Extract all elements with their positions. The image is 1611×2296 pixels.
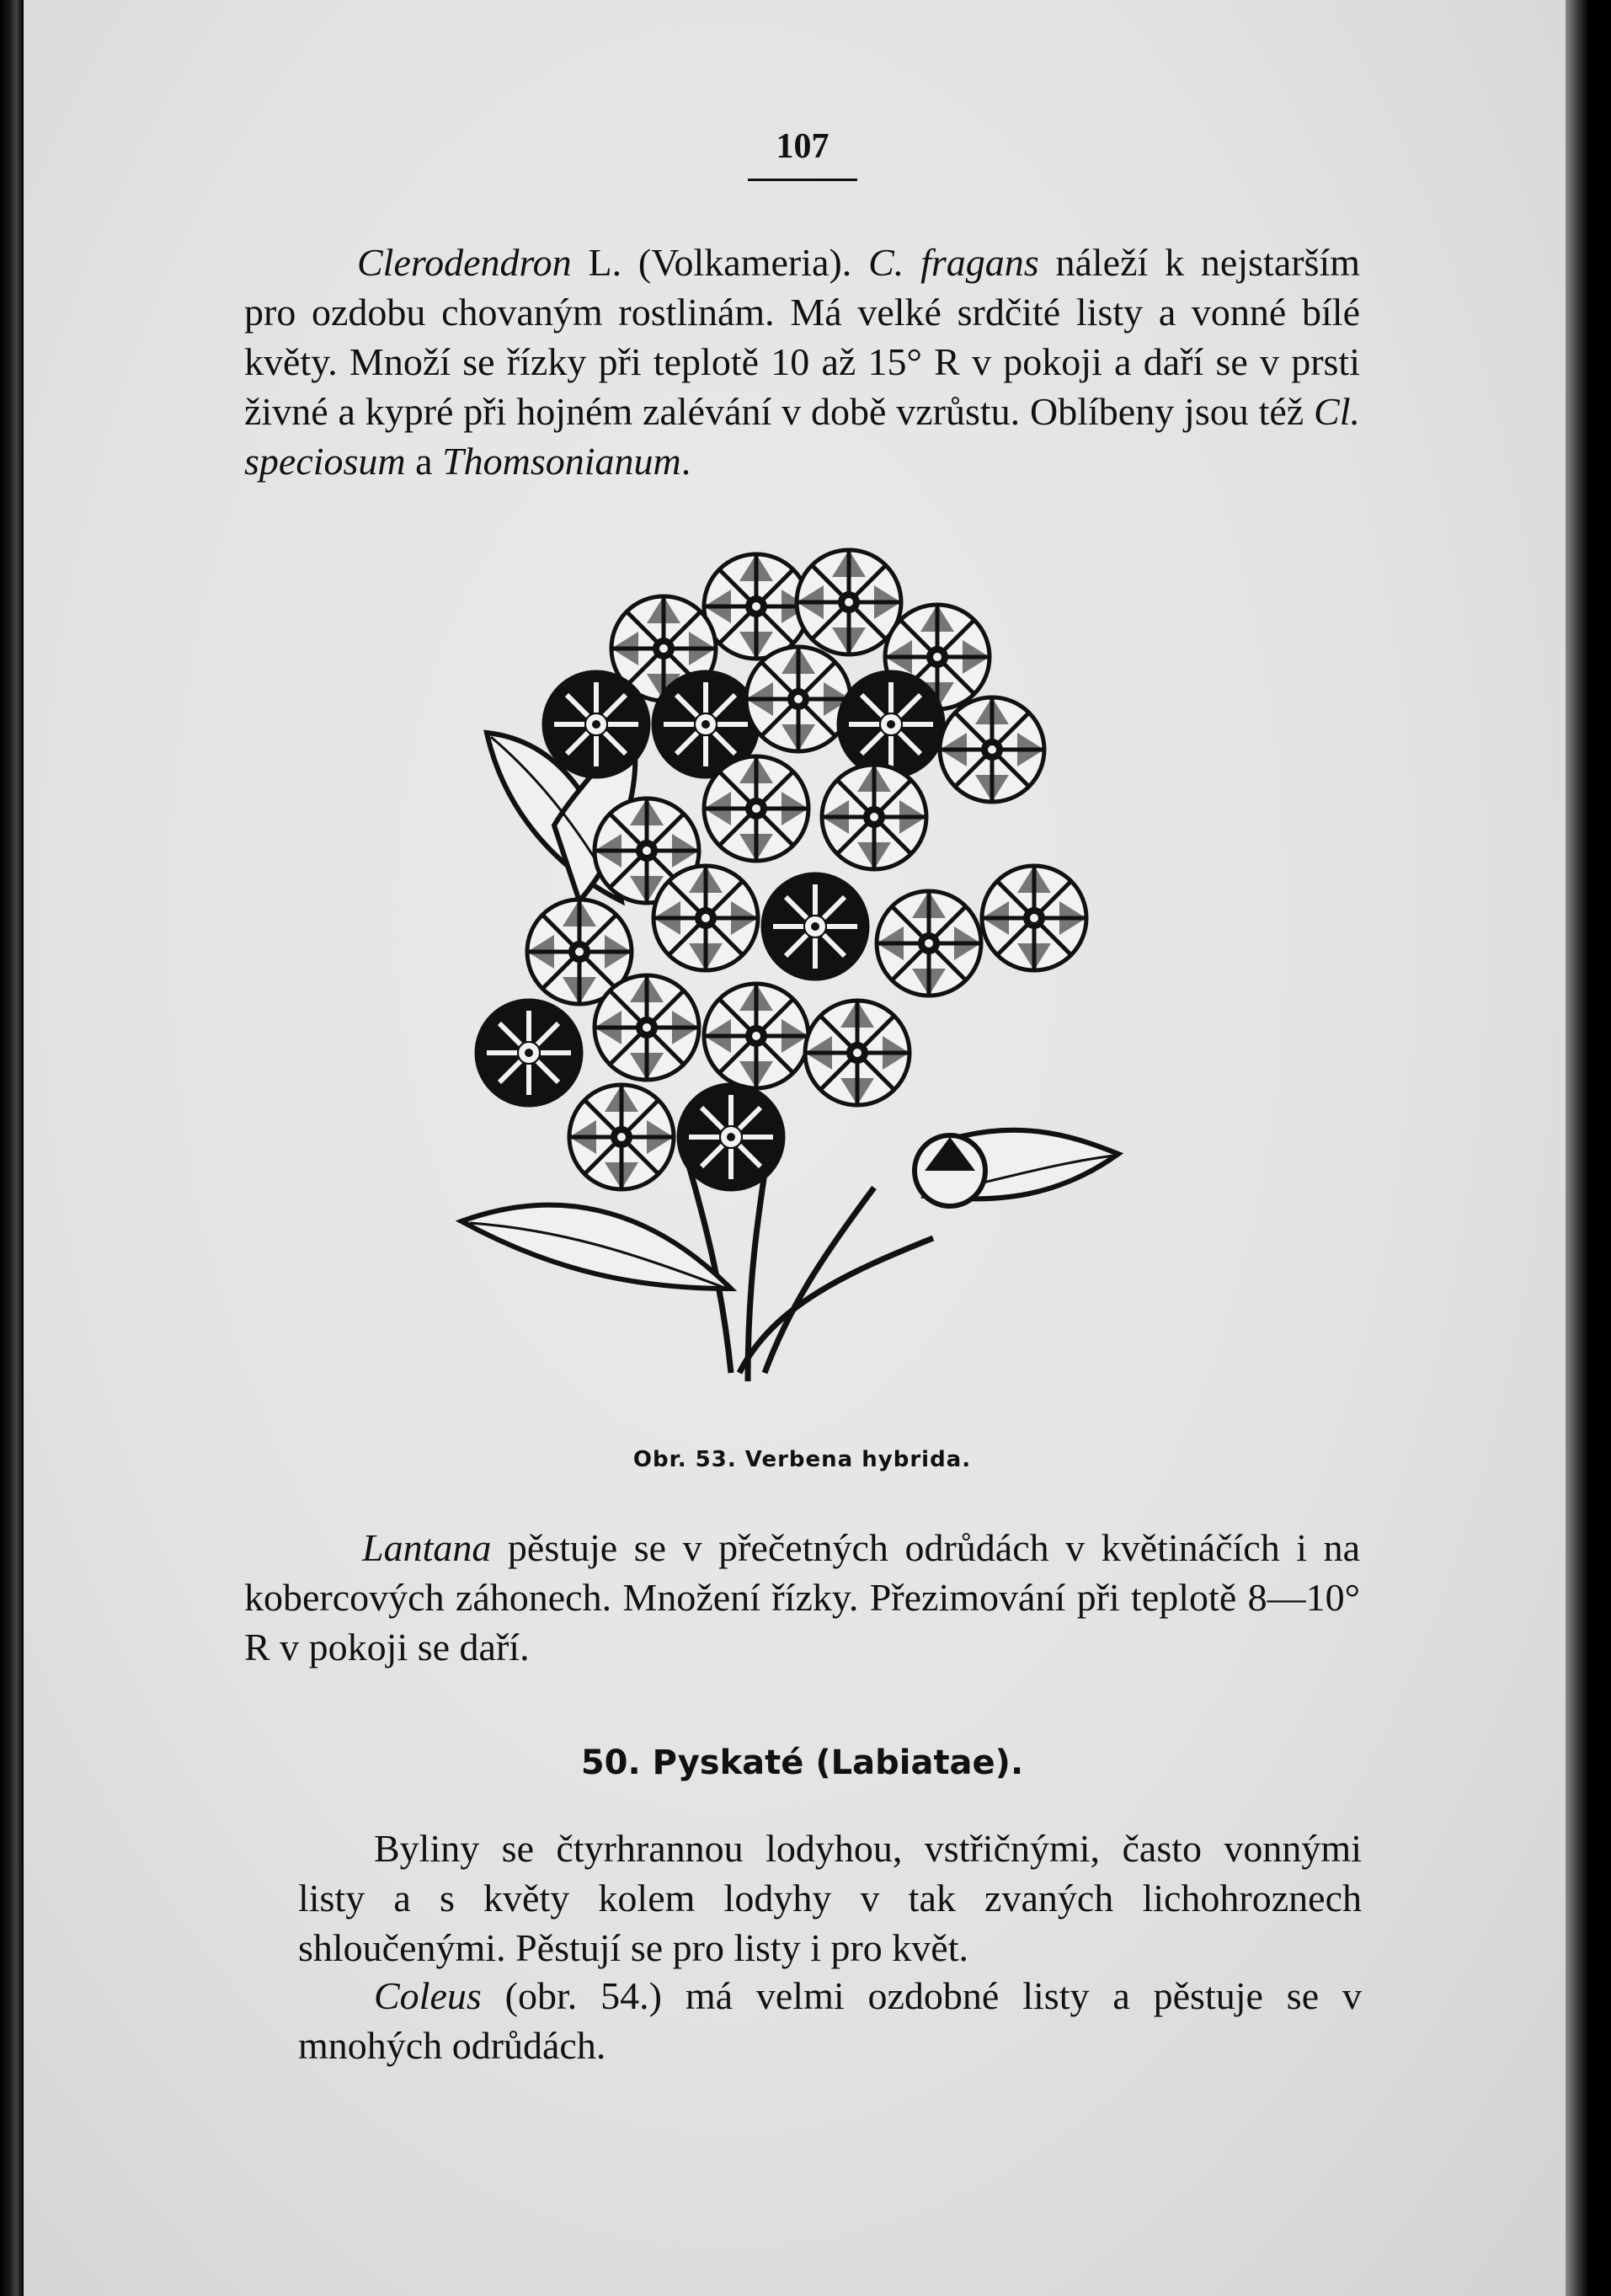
book-spine-shadow [0,0,24,2296]
figure-caption: Obr. 53. Verbena hybrida. [632,1447,972,1472]
page-edge-shadow [1566,0,1588,2296]
text-part: náleží k nejstarším pro ozdobu chovaným rostlinám. Má velké srdčité listy a vonné bílé květy. Množí se řízky při teplotě 10 až 15° R v pokoji a daří se v prsti živné a kypré při hojném zalévání v době vzrůstu. Oblíbeny jsou též [244,241,1361,433]
species-fragans: C. fragans [868,241,1039,284]
paragraph-labiatae: Byliny se čtyrhrannou lodyhou, vstřičnými, často vonnými listy a s květy kolem lodyhy v tak zvaných lichohroznech shloučenými. Pěstují se pro listy i pro květ. [298,1827,1362,1969]
genus-clerodendron: Clerodendron [357,241,572,284]
section-heading: 50. Pyskaté (Labiatae). [580,1743,1024,1782]
genus-coleus: Coleus [374,1974,482,2017]
verbena-illustration [453,531,1127,1423]
book-page [24,0,1588,2296]
text-part: . [680,440,691,483]
text-part: pěstuje se v přečetných odrůdách v květináčích i na kobercových záhonech. Množení řízky. Přezimování při teplotě 8—10° R v pokoji se daří. [244,1526,1360,1669]
text-part: L. (Volkameria). [571,241,869,284]
page-number: 107 [776,127,830,166]
paragraph-clerodendron [244,238,1360,486]
paragraph-lantana [244,1523,1360,1672]
genus-lantana: Lantana [362,1526,492,1569]
species-thomsonianum: Thomsonianum [442,440,681,483]
page-number-rule [748,179,857,181]
text-part: (obr. 54.) má velmi ozdobné listy a pěstuje se v mnohých odrůdách. [298,1974,1362,2067]
species-speciosum: Cl. speciosum [244,390,1360,483]
paragraph-coleus [298,1971,1362,2070]
text-part: a [405,440,443,483]
